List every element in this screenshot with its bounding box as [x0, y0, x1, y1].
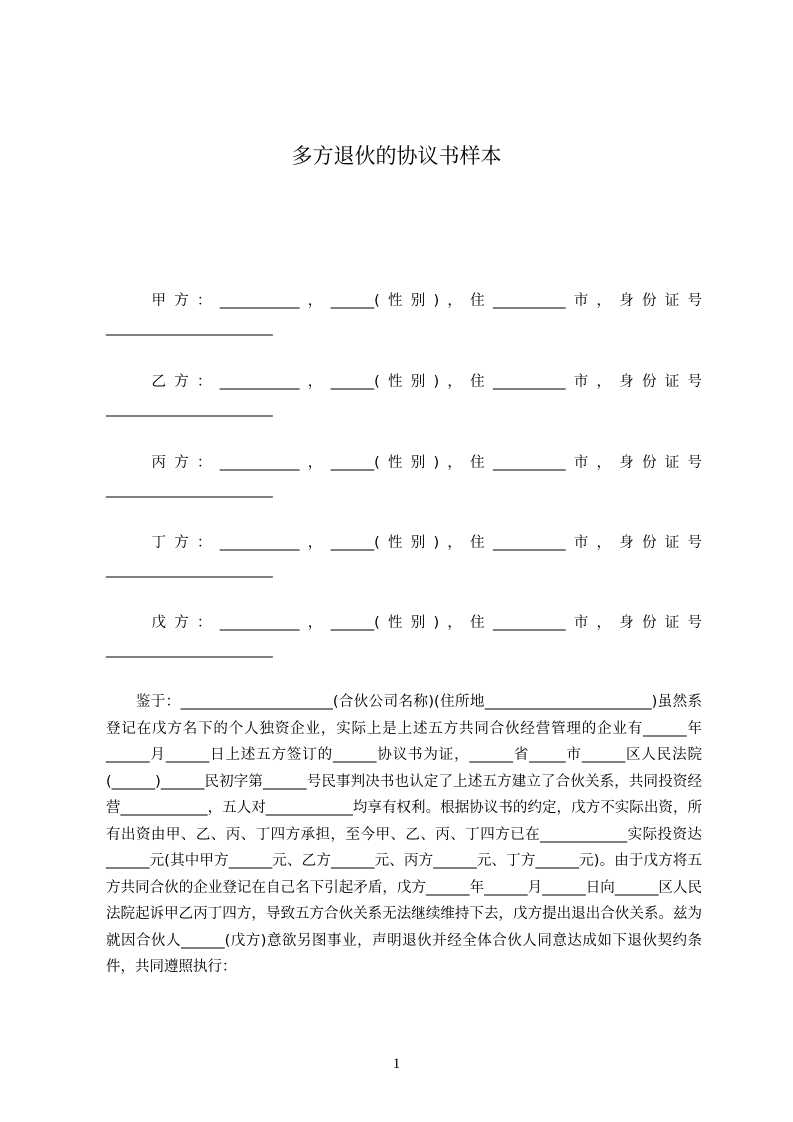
- party-b-line: 乙方：___________，______(性别)，住__________市，身份证号_______________________: [106, 374, 702, 417]
- recital-paragraph: 鉴于：_____________________(合伙公司名称)(住所地_______________________)虽然系登记在戊方名下的个人独资企业，实际上是上述五方共同合伙经营管理的企业有______年______月______日上述五方签订的______协议书为证，______省_____市______区人民法院(______)______民初字第______号民事判决书也认定了上述五方建立了合伙关系，共同投资经营____________，五人对____________均享有权利。根据协议书的约定，戊方不实际出资，所有出资由甲、乙、丙、丁四方承担，至今甲、乙、丙、丁四方已在____________实际投资达______元(其中甲方______元、乙方______元、丙方______元、丁方______元)。由于戊方将五方共同合伙的企业登记在自己名下引起矛盾，戊方______年______月______日向______区人民法院起诉甲乙丙丁四方，导致五方合伙关系无法继续维持下去，戊方提出退出合伙关系。兹为就因合伙人______(戊方)意欲另图事业，声明退伙并经全体合伙人同意达成如下退伙契约条件，共同遵照执行：: [106, 694, 702, 975]
- party-e-line: 戊方：___________，______(性别)，住__________市，身份证号_______________________: [106, 615, 702, 658]
- party-a-line: 甲方：___________，______(性别)，住__________市，身份证号_______________________: [106, 293, 702, 336]
- document-title: 多方退伙的协议书样本: [291, 144, 502, 168]
- party-c-line: 丙方：___________，______(性别)，住__________市，身份证号_______________________: [106, 455, 702, 498]
- page-number: 1: [392, 1056, 401, 1072]
- party-d-line: 丁方：___________，______(性别)，住__________市，身份证号_______________________: [106, 535, 702, 578]
